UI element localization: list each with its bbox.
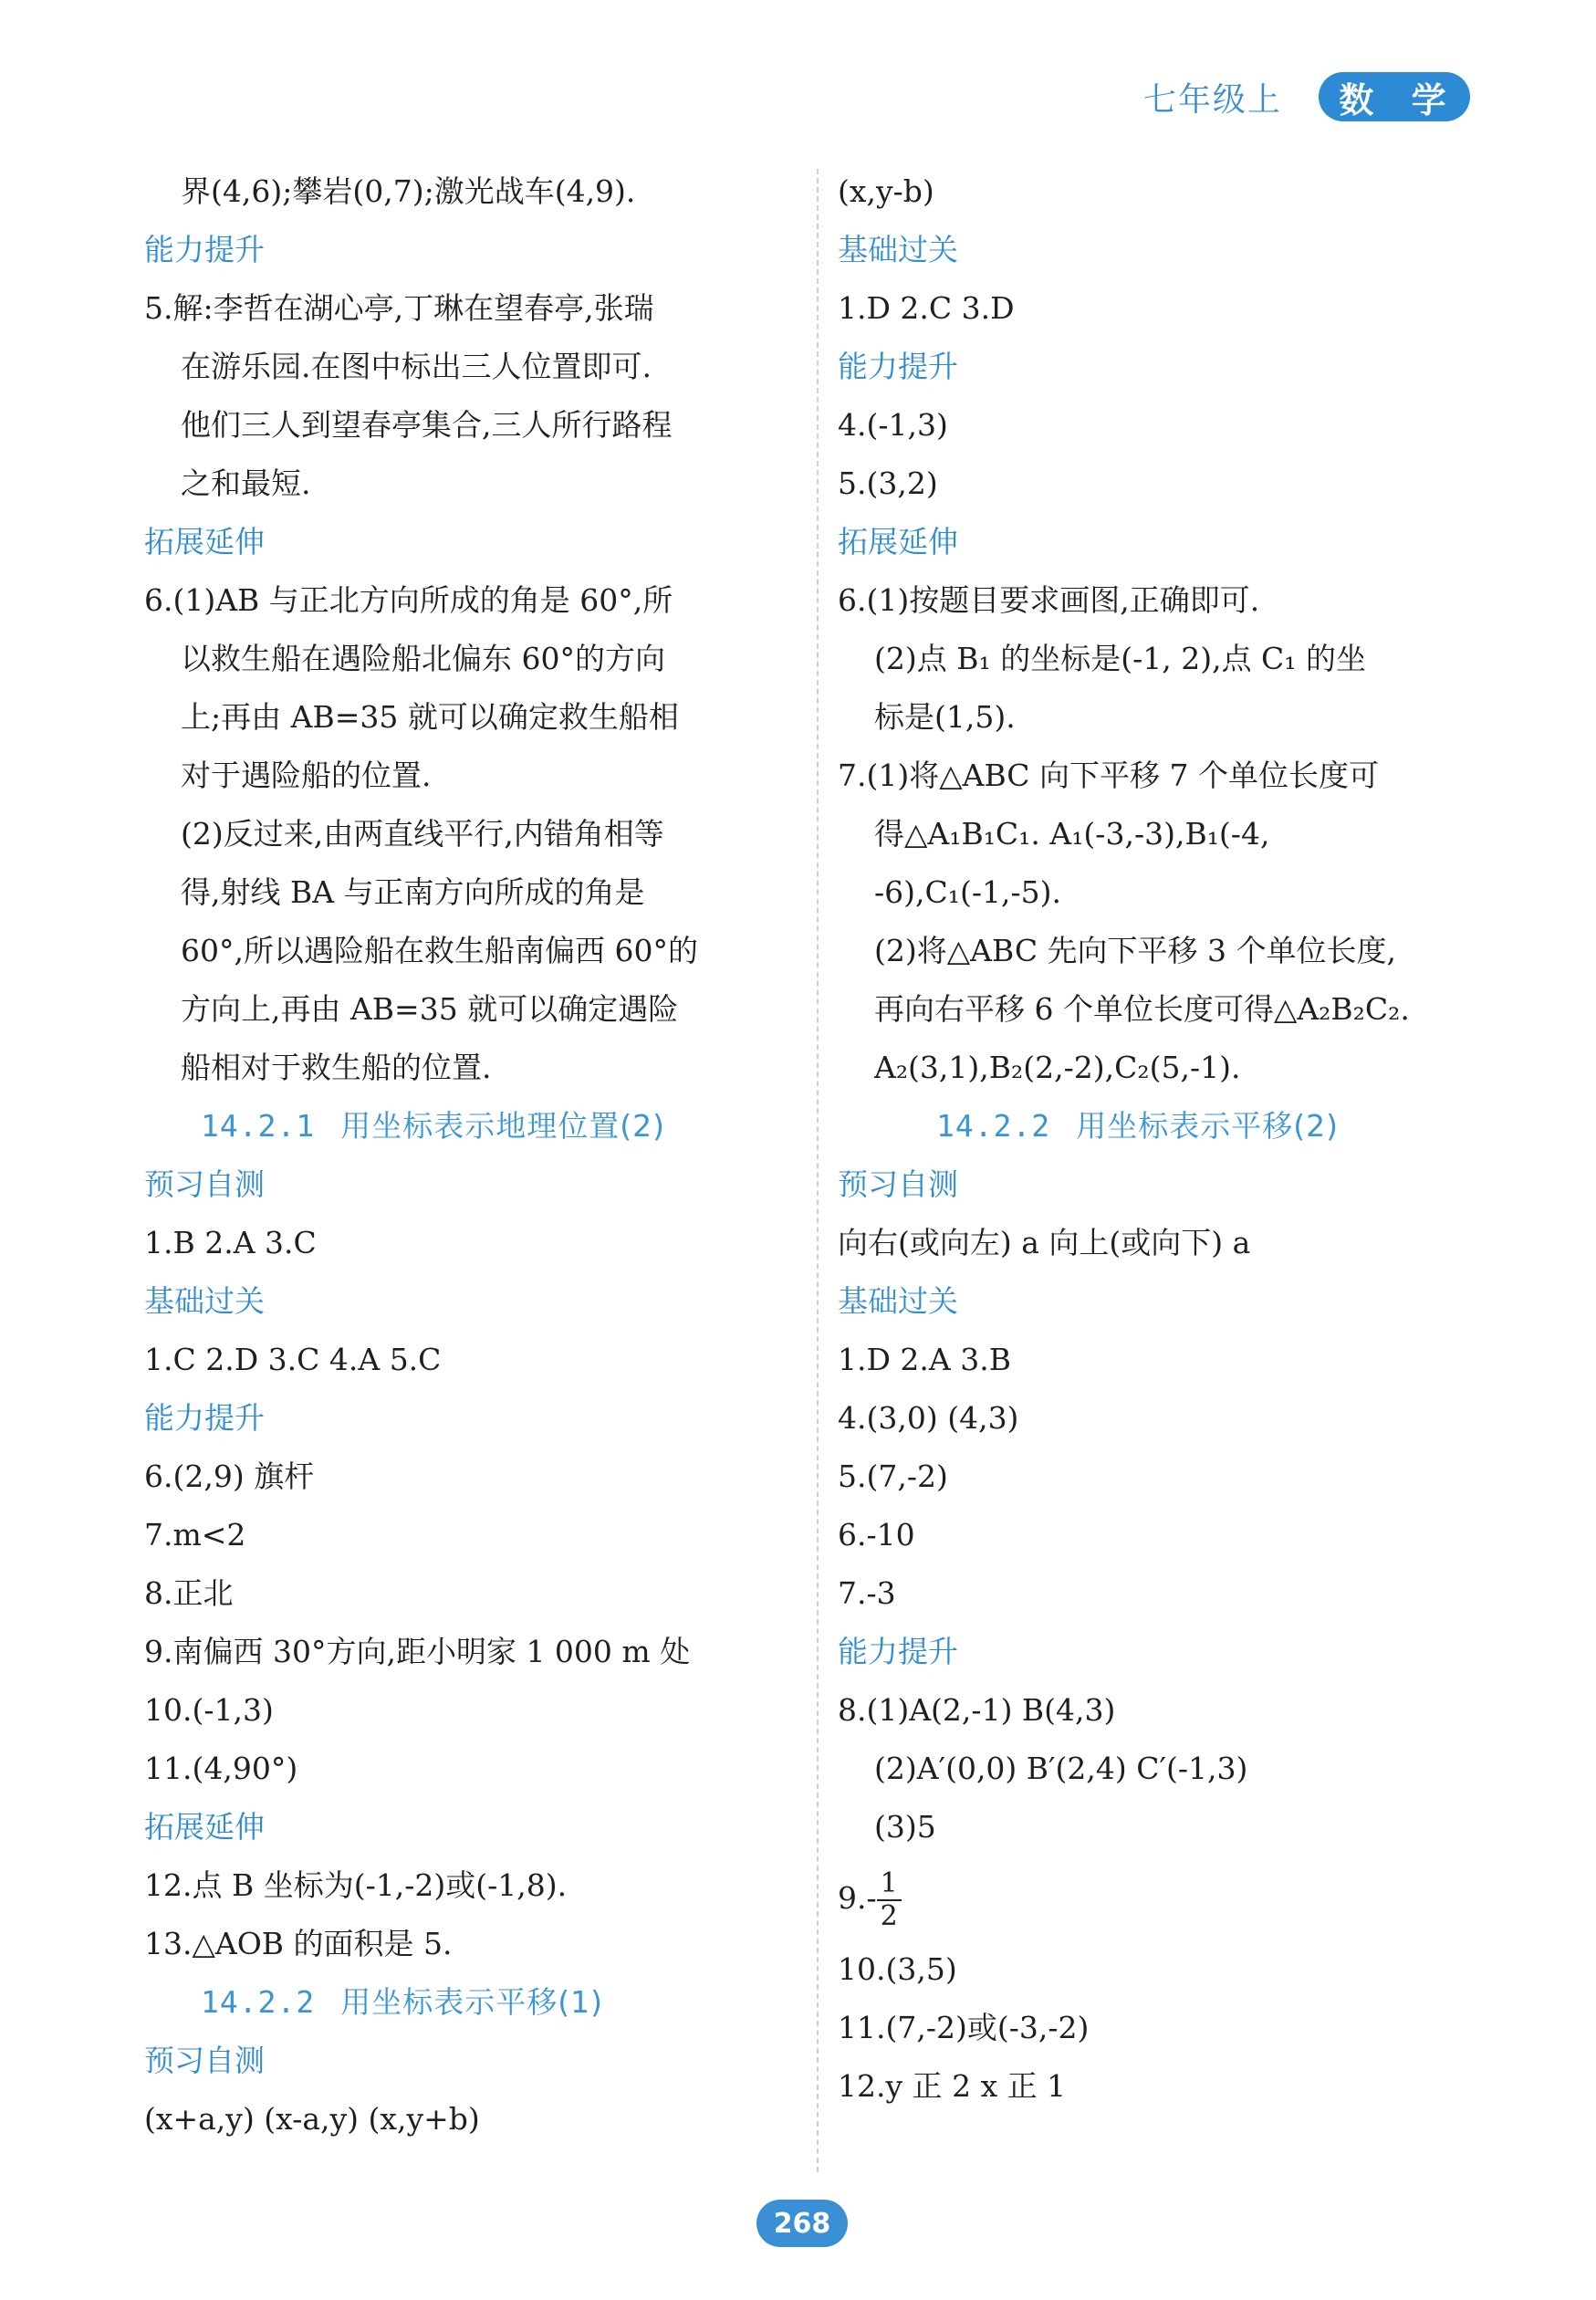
lesson-number: 14.2.2 [201,1984,316,2020]
answer-line: 界(4,6);攀岩(0,7);激光战车(4,9). [181,173,636,209]
answer-line: 得,射线 BA 与正南方向所成的角是 [181,874,645,910]
answer-line: 在游乐园.在图中标出三人位置即可. [181,349,652,384]
answer-line: (x+a,y) (x-a,y) (x,y+b) [144,2101,480,2137]
answer-line: 11.(4,90°) [144,1751,298,1786]
section-heading: 能力提升 [144,232,265,267]
section-heading: 基础过关 [838,1283,958,1319]
answer-line: 12.y 正 2 x 正 1 [838,2068,1067,2104]
answer-line: -6),C₁(-1,-5). [874,874,1062,910]
answer-line: A₂(3,1),B₂(2,-2),C₂(5,-1). [874,1050,1241,1085]
answer-line: 上;再由 AB=35 就可以确定救生船相 [181,699,679,735]
section-heading: 预习自测 [838,1166,958,1202]
lesson-number: 14.2.2 [936,1108,1051,1144]
section-heading: 预习自测 [144,2043,265,2078]
answer-line: 5.解:李哲在湖心亭,丁琳在望春亭,张瑞 [144,290,654,326]
lesson-title [144,1097,783,1155]
answer-line: 9.- $\frac{1}{2}$ [838,1856,1495,1940]
answer-line: 6.-10 [838,1517,915,1552]
lesson-title [838,1097,1495,1155]
section-heading: 能力提升 [838,349,958,384]
answer-line: 60°,所以遇险船在救生船南偏西 60°的 [181,933,698,968]
left-column [144,162,783,2148]
lesson-title [144,1973,783,2032]
lesson-number: 14.2.1 [201,1108,316,1144]
right-column [838,162,1495,2116]
answer-line: (2)将△ABC 先向下平移 3 个单位长度, [874,933,1397,968]
answer-line: (2)点 B₁ 的坐标是(-1, 2),点 C₁ 的坐 [874,641,1367,676]
answer-line: 向右(或向左) a 向上(或向下) a [838,1225,1251,1260]
answer-line: 标是(1,5). [874,699,1016,735]
answer-line: 7.(1)将△ABC 向下平移 7 个单位长度可 [838,758,1380,793]
answer-line: 13.△AOB 的面积是 5. [144,1926,453,1961]
answer-line: 得△A₁B₁C₁. A₁(-3,-3),B₁(-4, [874,816,1270,852]
answer-line: 4.(-1,3) [838,407,948,443]
answer-line: 船相对于救生船的位置. [181,1050,492,1085]
answer-line: (x,y-b) [838,173,934,209]
section-heading: 基础过关 [144,1283,265,1319]
answer-line: (3)5 [874,1809,936,1845]
subject-badge: 数 学 [1319,72,1470,121]
answer-line: 以救生船在遇险船北偏东 60°的方向 [181,641,665,676]
answer-line: 1.C 2.D 3.C 4.A 5.C [144,1342,442,1377]
lesson-name: 用坐标表示地理位置(2) [340,1108,665,1144]
section-heading: 预习自测 [144,1166,265,1202]
answer-line: 他们三人到望春亭集合,三人所行路程 [181,407,673,443]
answer-line: 1.D 2.A 3.B [838,1342,1011,1377]
answer-line: 1.D 2.C 3.D [838,290,1015,326]
answer-line: 对于遇险船的位置. [181,758,432,793]
answer-line: 5.(3,2) [838,465,938,501]
answer-line: 10.(-1,3) [144,1692,274,1728]
page-number: 268 [756,2200,848,2247]
page-header [1143,71,1470,122]
answer-line: 之和最短. [181,465,311,501]
answer-line: 1.B 2.A 3.C [144,1225,317,1260]
section-heading: 拓展延伸 [144,524,265,559]
answer-line: 5.(7,-2) [838,1458,948,1494]
answer-line: 8.(1)A(2,-1) B(4,3) [838,1692,1116,1728]
lesson-name: 用坐标表示平移(1) [340,1984,603,2020]
answer-line: (2)反过来,由两直线平行,内错角相等 [181,816,664,852]
answer-line: 6.(1)AB 与正北方向所成的角是 60°,所 [144,582,673,618]
section-heading: 基础过关 [838,232,958,267]
answer-line: 方向上,再由 AB=35 就可以确定遇险 [181,991,679,1027]
grade-label: 七年级上 [1142,80,1282,119]
answer-line: 11.(7,-2)或(-3,-2) [838,2010,1090,2045]
answer-line: 再向右平移 6 个单位长度可得△A₂B₂C₂. [874,991,1410,1027]
section-heading: 能力提升 [144,1400,265,1436]
answer-line: 9.南偏西 30°方向,距小明家 1 000 m 处 [144,1634,691,1669]
answer-line: 8.正北 [144,1575,234,1611]
answer-line: 4.(3,0) (4,3) [838,1400,1019,1436]
section-heading: 拓展延伸 [838,524,958,559]
column-divider [817,169,819,2172]
section-heading: 能力提升 [838,1634,958,1669]
answer-line: 6.(2,9) 旗杆 [144,1458,315,1494]
section-heading: 拓展延伸 [144,1809,265,1845]
answer-line: 7.m<2 [144,1517,246,1552]
lesson-name: 用坐标表示平移(2) [1076,1108,1339,1144]
answer-line: 7.-3 [838,1575,896,1611]
answer-line: 10.(3,5) [838,1951,957,1987]
fraction: $\frac{1}{2}$ [877,1868,902,1932]
answer-line: (2)A′(0,0) B′(2,4) C′(-1,3) [874,1751,1248,1786]
answer-line: 6.(1)按题目要求画图,正确即可. [838,582,1260,618]
answer-line: 12.点 B 坐标为(-1,-2)或(-1,8). [144,1867,568,1903]
